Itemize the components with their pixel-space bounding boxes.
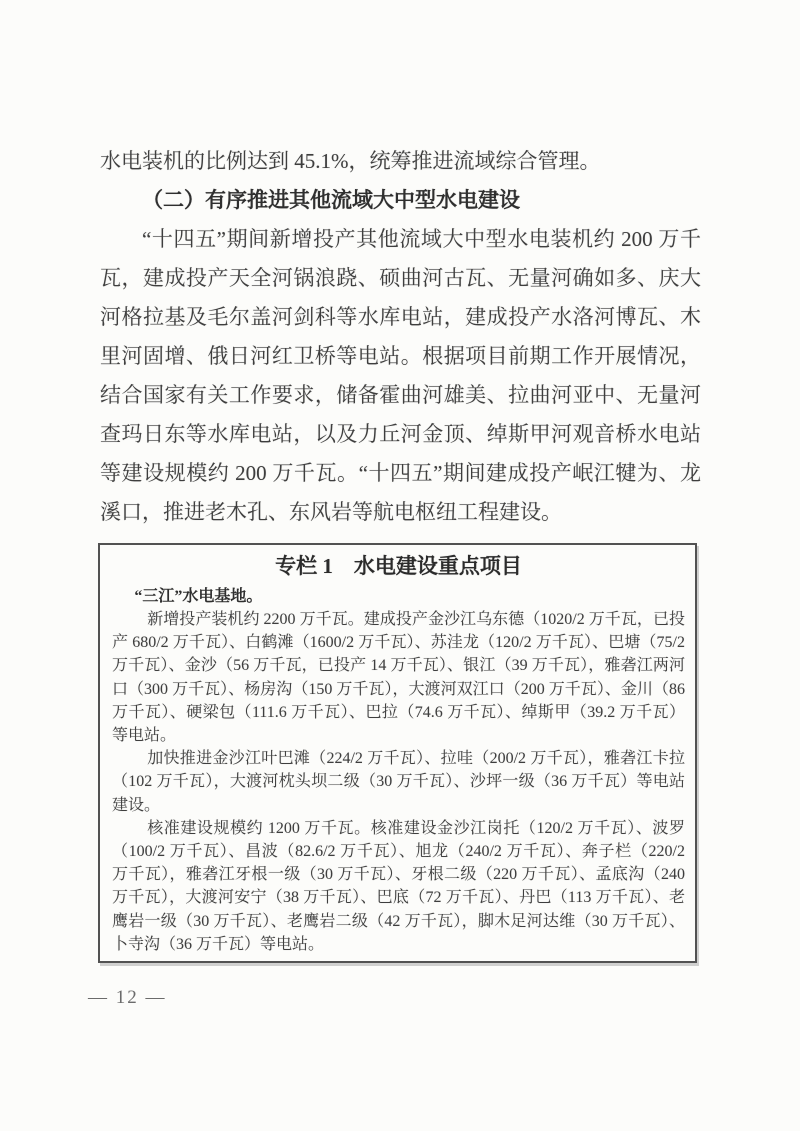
box-paragraph-2: 加快推进金沙江叶巴滩（224/2 万千瓦）、拉哇（200/2 万千瓦），雅砻江卡拉（102 万千瓦），大渡河枕头坝二级（30 万千瓦）、沙坪一级（36 万千瓦）等电站建设。	[112, 750, 685, 814]
intro-line: 水电装机的比例达到 45.1%，统筹推进流域综合管理。	[100, 149, 601, 173]
body-text	[100, 142, 701, 532]
section-heading: （二）有序推进其他流域大中型水电建设	[142, 188, 520, 212]
column-box	[98, 543, 697, 963]
column-box-title: 专栏 1 水电建设重点项目	[275, 554, 522, 578]
section-paragraph: “十四五”期间新增投产其他流域大中型水电装机约 200 万千瓦，建成投产天全河锅浪跷、硕曲河古瓦、无量河确如多、庆大河格拉基及毛尔盖河剑科等水库电站，建成投产水洛河博瓦、木里河固增、俄日河红卫桥等电站。根据项目前期工作开展情况，结合国家有关工作要求，储备霍曲河雄美、拉曲河亚中、无量河查玛日东等水库电站，以及力丘河金顶、绰斯甲河观音桥水电站等建设规模约 200 万千瓦。“十四五”期间建成投产岷江犍为、龙溪口，推进老木孔、东风岩等航电枢纽工程建设。	[100, 227, 701, 524]
page-number: — 12 —	[88, 987, 167, 1008]
box-paragraph-3: 核准建设规模约 1200 万千瓦。核准建设金沙江岗托（120/2 万千瓦）、波罗（100/2 万千瓦）、昌波（82.6/2 万千瓦）、旭龙（240/2 万千瓦）、奔子栏（220/2 万千瓦），雅砻江牙根一级（30 万千瓦）、牙根二级（220 万千瓦）、孟底沟（240 万千瓦），大渡河安宁（38 万千瓦）、巴底（72 万千瓦）、丹巴（113 万千瓦）、老鹰岩一级（30 万千瓦）、老鹰岩二级（42 万千瓦），脚木足河达维（30 万千瓦）、卜寺沟（36 万千瓦）等电站。	[112, 819, 685, 953]
box-base-heading: “三江”水电基地。	[134, 588, 263, 605]
box-paragraph-1: 新增投产装机约 2200 万千瓦。建成投产金沙江乌东德（1020/2 万千瓦，已投产 680/2 万千瓦）、白鹤滩（1600/2 万千瓦）、苏洼龙（120/2 万千瓦）、巴塘（75/2 万千瓦）、金沙（56 万千瓦，已投产 14 万千瓦）、银江（39 万千瓦），雅砻江两河口（300 万千瓦）、杨房沟（150 万千瓦），大渡河双江口（200 万千瓦）、金川（86 万千瓦）、硬梁包（111.6 万千瓦）、巴拉（74.6 万千瓦）、绰斯甲（39.2 万千瓦）等电站。	[112, 611, 685, 745]
